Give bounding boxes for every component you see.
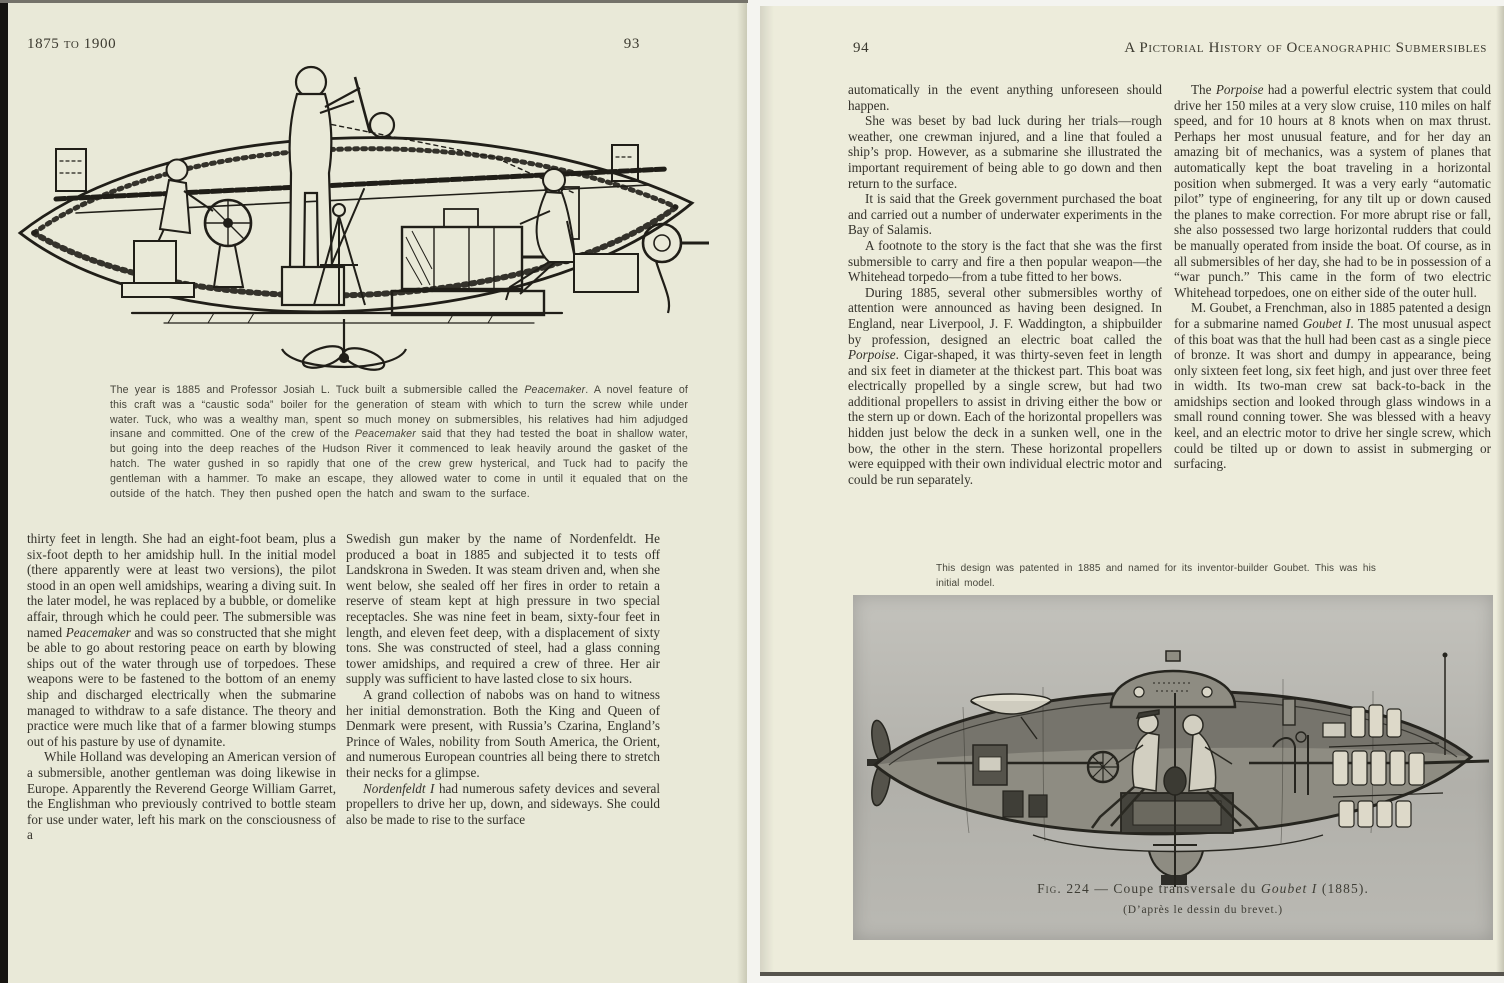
- photo-caption-line2: [963, 904, 1443, 916]
- text-run: 224 — Coupe transversale du: [1061, 881, 1261, 896]
- text-run: Porpoise: [848, 347, 896, 363]
- stern-gear: [643, 224, 709, 313]
- paragraph: [346, 781, 660, 828]
- text-run: Goubet I: [1302, 315, 1351, 331]
- binding-spine: [0, 3, 8, 983]
- text-run: Swedish gun maker by the name of Nordenfeldt. He produced a boat in 1885 and subjected it to tests off Landskrona in Sweden. It was steam driven and, when she went below, she sealed off her fires in order to retain a reserve of steam kept at high pressure in two special receptacles. She was nine feet in beam, sixty-four feet in length, and eleven feet deep, with a displacement of sixty tons. She was constructed of steel, had a glass conning tower amidships, and required a crew of three. Her air supply was sufficient to have lasted close to six hours.: [346, 531, 660, 687]
- text-run: Nordenfeldt I: [363, 780, 435, 796]
- text-run: Peacemaker: [65, 624, 131, 640]
- text-run: and was so constructed that she might be able to go about restoring peace on earth by blowing ships out of the water through use of torpedoes. These weapons were to be fastened to the bottom of an enemy ship and discharged electrically when the submarine managed to withdraw to a safe distance. The theory and practice were much like that of a farmer blowing stumps out of his pasture by use of dynamite.: [27, 624, 336, 749]
- right-page: [760, 6, 1504, 976]
- text-run: A grand collection of nabobs was on hand to witness her initial demonstration. Both the King and Queen of Denmark were present, with Russia’s Czarina, England’s Prince of Wales, nobility from South America, the Orient, and numerous European countries all being there to stretch their necks for a glimpse.: [346, 686, 660, 780]
- body-column-left-1: [27, 531, 336, 843]
- text-run: . A novel feature of this craft was a “caustic soda” boiler for the generation of steam with which to turn the screw while under water. Tuck, who was a wealthy man, spent so much money on submersibles, his relatives had him adjudged insane and committed. One of the crew of the: [110, 384, 688, 441]
- text-run: The: [1191, 82, 1216, 97]
- text-run: A footnote to the story is the fact that she was the first submersible to carry and fire a then popular weapon—the Whitehead torpedo—from a tube fitted to her bows.: [848, 237, 1162, 285]
- paragraph: [1174, 82, 1491, 300]
- text-run: While Holland was developing an American version of a submersible, another gentleman was doing likewise in Europe. Apparently the Reverend George William Garret, the Englishman who previously contrived to bottle steam for use under water, left his mark on the consciousness of a: [27, 749, 336, 843]
- photo-caption-line2-text: (D’après le dessin du brevet.): [1123, 904, 1283, 916]
- left-running-title: 1875 to 1900: [27, 36, 117, 52]
- text-run: said that they had tested the boat in shallow water, but going into the deep reaches of the Hudson River it commenced to leak heavily around the gasket of the hatch. The water gushed in so rapidly that one of the crew grew hysterical, and Tuck had to pacify the gentleman with a hammer. To make an escape, they allowed water to come in until it equaled that on the outside of the hatch. They then pushed open the hatch and swam to the surface.: [110, 428, 688, 500]
- paragraph: [848, 113, 1162, 191]
- paragraph: [1174, 300, 1491, 472]
- text-run: The year is 1885 and Professor Josiah L. Tuck built a submersible called the: [110, 384, 525, 396]
- text-run: During 1885, several other submersibles worthy of attention were announced as having been designed. In England, near Liverpool, J. F. Waddington, a shipbuilder by profession, designed an electric boat called the: [848, 284, 1162, 347]
- paragraph: [963, 881, 1443, 897]
- text-run: had a powerful electric system that could drive her 150 miles at a very slow cruise, 110 miles on half speed, and for 10 hours at 8 knots when on max thrust. Perhaps her most unusual feature, and for her day an amazing bit of mechanics, was a system of planes that automatically kept the boat traveling in a horizontal position when submerged. It was a very early “automatic pilot” type of engineering, for any tilt up or down caused the planes to make correction. For more abrupt rise or fall, she also possessed two large horizontal rudders that could be manually operated from inside the boat. Of course, as in all submersibles of her day, she had to be in possession of a “war punch.” This came in the form of two electric Whitehead torpedoes, one on either side of the outer hull.: [1174, 82, 1491, 300]
- paragraph: [848, 82, 1162, 113]
- text-run: . Cigar-shaped, it was thirty-seven feet in length and six feet in diameter at the thickest part. This boat was electrically propelled by a single screw, but had two additional propellers to assist in driving either the bow or the stern up or down. Each of the horizontal propellers was hidden just below the deck in a sunken well, one in the bow, the other in the stern. These horizontal propellers were equipped with their own individual electric motor and could be run separately.: [848, 347, 1162, 487]
- body-column-left-2: [346, 531, 660, 827]
- paragraph: [848, 285, 1162, 488]
- body-column-right-2: [1174, 82, 1491, 472]
- right-page-right-edge: [1496, 6, 1504, 972]
- paragraph: [346, 531, 660, 687]
- left-running-head: [27, 36, 640, 53]
- right-running-head: [853, 40, 1487, 57]
- text-run: Fig.: [1037, 881, 1062, 896]
- photo-caption-above: [936, 562, 1376, 591]
- text-run: She was beset by bad luck during her trials—rough weather, one crewman injured, and a line that fouled a ship’s prop. However, as a submarine she illustrated the important requirement of being able to go down and then return to the surface.: [848, 113, 1162, 191]
- right-running-title: A Pictorial History of Oceanographic Submersibles: [1124, 40, 1487, 56]
- paragraph: [346, 687, 660, 781]
- photo-caption-line1: [963, 881, 1443, 897]
- text-run: Peacemaker: [524, 384, 586, 396]
- text-run: Goubet I: [1260, 881, 1318, 896]
- paragraph: [110, 383, 688, 501]
- text-run: Porpoise: [1215, 82, 1264, 97]
- right-page-left-edge: [760, 6, 774, 972]
- text-run: It is said that the Greek government purchased the boat and carried out a number of underwater experiments in the Bay of Salamis.: [848, 191, 1162, 238]
- peacemaker-figure: [14, 61, 710, 381]
- left-page-number: 93: [623, 36, 640, 52]
- goubet-photo: [853, 595, 1493, 940]
- paragraph: [936, 562, 1376, 591]
- text-run: automatically in the event anything unforeseen should happen.: [848, 82, 1162, 113]
- paragraph: [27, 749, 336, 843]
- left-page-right-edge: [737, 3, 747, 983]
- paragraph: [848, 191, 1162, 238]
- left-page: [0, 3, 747, 983]
- right-page-number: 94: [853, 40, 870, 56]
- text-run: Peacemaker: [354, 428, 416, 441]
- text-run: M. Goubet, a Frenchman, also in 1885 patented a design for a submarine named: [1174, 300, 1491, 331]
- bottom-propeller: [282, 319, 406, 374]
- figure-caption: [110, 383, 688, 501]
- text-run: thirty feet in length. She had an eight-foot beam, plus a six-foot depth to her amidship hull. In the initial model (there apparently were at least two versions), the pilot stood in an open well amidships, wearing a diving suit. In the later model, he was replaced by a bubble, or domelike affair, through which he could peer. The submersible was named: [27, 531, 336, 640]
- text-run: had numerous safety devices and several propellers to drive her up, down, and sideways. She could also be made to rise to the surface: [346, 780, 660, 827]
- text-run: This design was patented in 1885 and named for its inventor-builder Goubet. This was his initial model.: [936, 563, 1376, 589]
- text-run: (1885).: [1317, 881, 1369, 896]
- body-column-right-1: [848, 82, 1162, 487]
- text-run: . The most unusual aspect of this boat was that the hull had been cast as a single piece of bronze. It was short and dumpy in appearance, being only sixteen feet long, six feet high, and just over three feet in width. Its two-man crew sat back-to-back in the amidships section and looked through glass windows in a small round conning tower. She was blessed with a heavy keel, and an electric motor to drive her single screw, which could be tilted up or down to assist in submerging or surfacing.: [1174, 315, 1491, 472]
- paragraph: [27, 531, 336, 749]
- paragraph: [848, 238, 1162, 285]
